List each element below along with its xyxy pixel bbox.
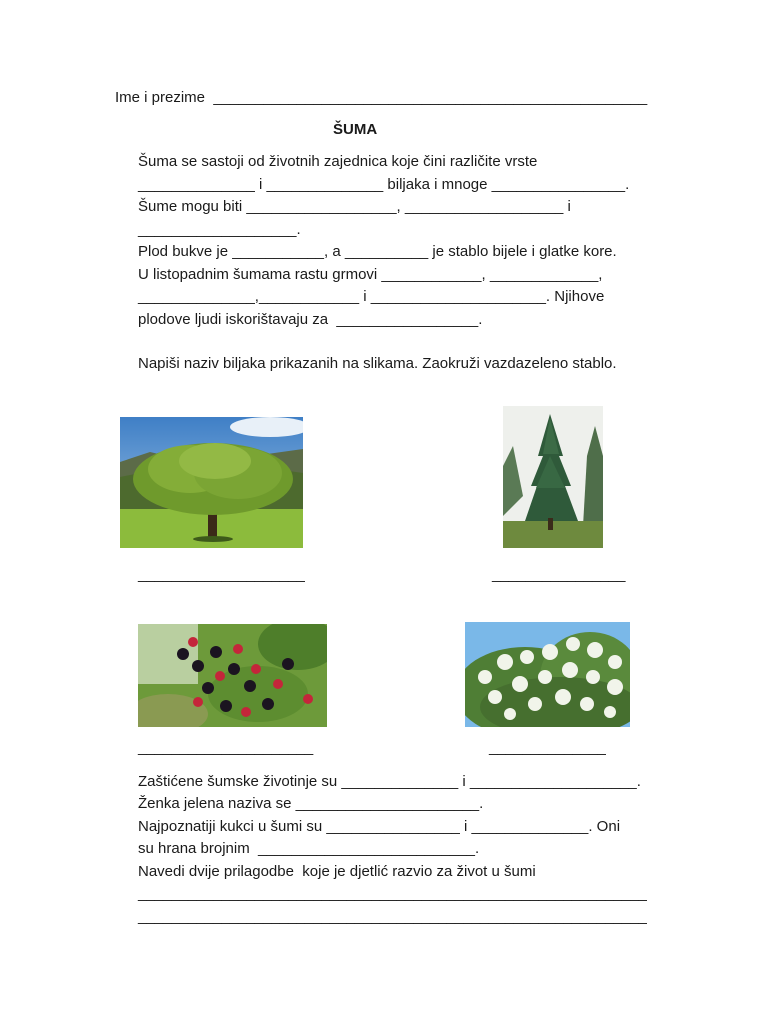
- text-line[interactable]: ___________________.: [138, 221, 301, 238]
- answer-line[interactable]: _____________________________________________________________: [138, 908, 647, 925]
- text-line[interactable]: Šume mogu biti __________________, ___________________ i: [138, 198, 571, 215]
- text-line[interactable]: ______________,____________ i _____________________. Njihove: [138, 288, 605, 305]
- blackberry-image: [138, 624, 327, 727]
- answer-line-1[interactable]: ____________________: [138, 566, 305, 583]
- spruce-tree-image: [503, 406, 603, 548]
- text-line: Navedi dvije prilagodbe koje je djetlić razvio za život u šumi: [138, 863, 536, 880]
- text-line[interactable]: su hrana brojnim __________________________.: [138, 840, 480, 857]
- answer-line[interactable]: _____________________________________________________________: [138, 885, 647, 902]
- oak-tree-image: [120, 417, 303, 548]
- text-line[interactable]: Ženka jelena naziva se ______________________.: [138, 795, 484, 812]
- text-line[interactable]: ______________ i ______________ biljaka i mnoge ________________.: [138, 176, 630, 193]
- text-line[interactable]: plodove ljudi iskorištavaju za _________________.: [138, 311, 483, 328]
- page-title: ŠUMA: [333, 121, 378, 138]
- text-line[interactable]: Plod bukve je ___________, a __________ je stablo bijele i glatke kore.: [138, 243, 617, 260]
- instruction-text: Napiši naziv biljaka prikazanih na slikama. Zaokruži vazdazeleno stablo.: [138, 355, 617, 372]
- answer-line-2[interactable]: ________________: [492, 566, 626, 583]
- answer-line-3[interactable]: _____________________: [138, 739, 314, 756]
- text-line[interactable]: Zaštićene šumske životinje su ______________ i ____________________.: [138, 773, 641, 790]
- name-line[interactable]: Ime i prezime ____________________________________________________: [115, 89, 648, 106]
- elder-shrub-image: [465, 622, 630, 727]
- text-line: Šuma se sastoji od životnih zajednica koje čini različite vrste: [138, 153, 538, 170]
- answer-line-4[interactable]: ______________: [489, 739, 606, 756]
- text-line[interactable]: U listopadnim šumama rastu grmovi ____________, _____________,: [138, 266, 603, 283]
- text-line[interactable]: Najpoznatiji kukci u šumi su ________________ i ______________. Oni: [138, 818, 621, 835]
